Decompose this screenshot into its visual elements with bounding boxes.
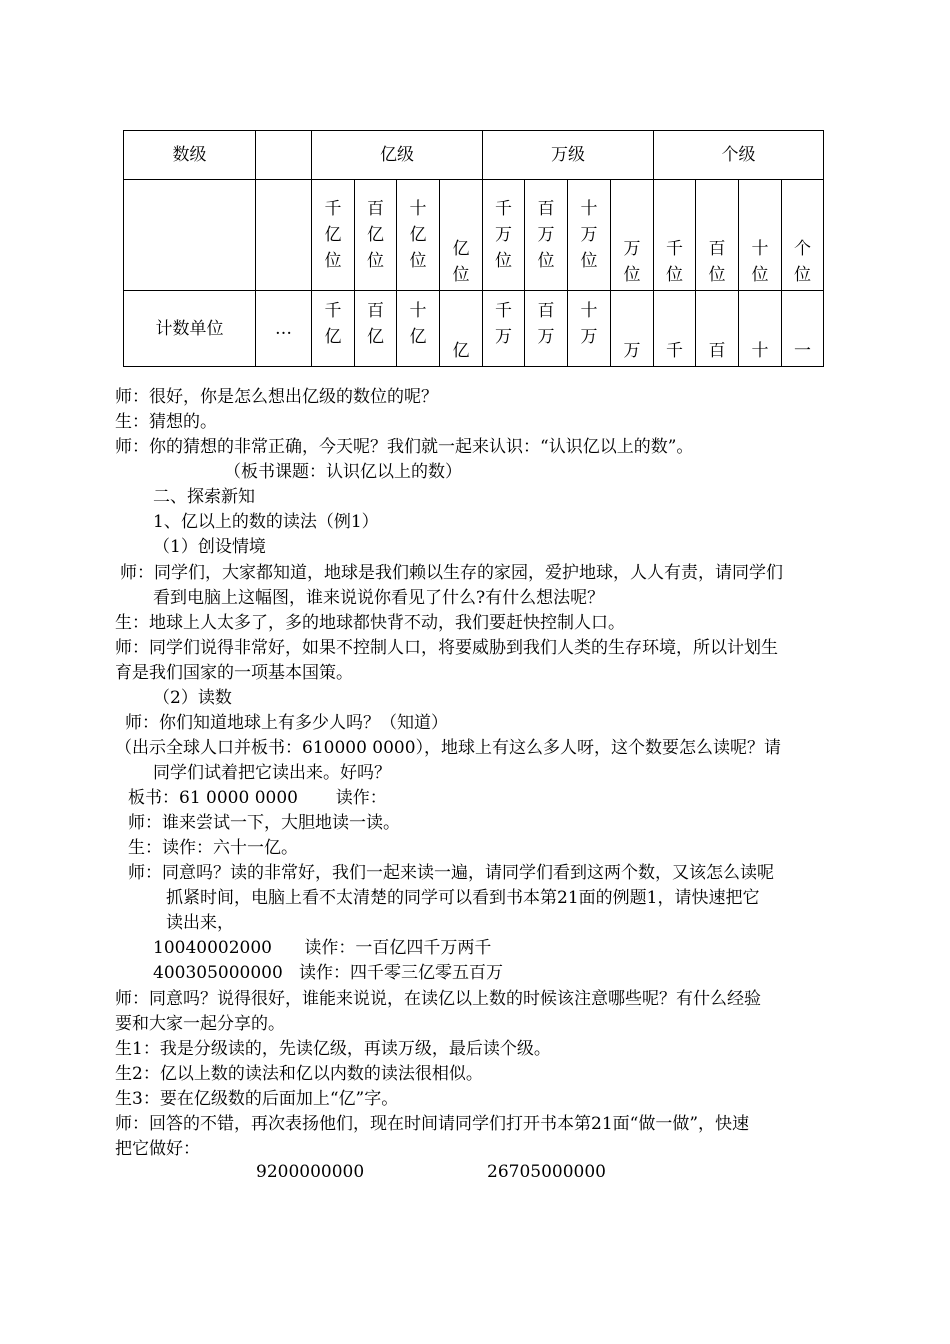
dialogue-line: 同学们试着把它读出来。好吗？	[153, 763, 391, 783]
dialogue-line: 育是我们国家的一项基本国策。	[115, 663, 353, 683]
header-yi-class: 亿级	[312, 131, 483, 180]
unit-cell: 千万	[483, 291, 525, 367]
dialogue-line: 师：同意吗？说得很好，谁能来说说，在读亿以上数的时候该注意哪些呢？有什么经验	[115, 989, 761, 1009]
subsection-heading: 1、亿以上的数的读法（例1）	[153, 512, 379, 532]
header-wan-class: 万级	[483, 131, 654, 180]
example-number-line: 400305000000 读作：四千零三亿零五百万	[153, 963, 504, 983]
unit-cell: 百	[696, 291, 739, 367]
dialogue-line: 生3：要在亿级数的后面加上“亿”字。	[115, 1089, 399, 1109]
dialogue-line: （出示全球人口并板书：610000 0000），地球上有这么多人呀，这个数要怎么读呢？请	[115, 738, 782, 758]
board-line: 板书：61 0000 0000 读作：	[128, 788, 387, 808]
position-cell: 万位	[611, 180, 654, 291]
unit-cell: 万	[611, 291, 654, 367]
dialogue-line: 生2：亿以上数的读法和亿以内数的读法很相似。	[115, 1064, 483, 1084]
board-title-line: （板书课题：认识亿以上的数）	[224, 462, 462, 482]
header-class-label: 数级	[124, 131, 256, 180]
example-number-line: 10040002000 读作：一百亿四千万两千	[153, 938, 492, 958]
header-blank	[256, 131, 312, 180]
position-cell: 百万位	[525, 180, 568, 291]
dialogue-line: 要和大家一起分享的。	[115, 1014, 285, 1034]
units-ellipsis: …	[256, 291, 312, 367]
subsection-heading: （2）读数	[153, 688, 232, 708]
position-cell: 百亿位	[355, 180, 397, 291]
unit-cell: 千亿	[312, 291, 355, 367]
dialogue-line: 把它做好：	[115, 1139, 200, 1159]
position-cell: 十亿位	[397, 180, 440, 291]
position-cell: 十万位	[568, 180, 611, 291]
position-cell: 亿位	[440, 180, 483, 291]
unit-cell: 百亿	[355, 291, 397, 367]
dialogue-line: 师：你的猜想的非常正确，今天呢？我们就一起来认识：“认识亿以上的数”。	[115, 437, 694, 457]
dialogue-line: 师：回答的不错，再次表扬他们，现在时间请同学们打开书本第21面“做一做”，快速	[115, 1114, 750, 1134]
dialogue-line: 生：猜想的。	[115, 412, 217, 432]
header-ge-class: 个级	[654, 131, 824, 180]
position-cell: 千亿位	[312, 180, 355, 291]
unit-cell: 十	[739, 291, 782, 367]
dialogue-line: 师：谁来尝试一下，大胆地读一读。	[128, 813, 400, 833]
positions-label-blank	[124, 180, 256, 291]
dialogue-line: 生：地球上人太多了，多的地球都快背不动，我们要赶快控制人口。	[115, 613, 625, 633]
positions-blank	[256, 180, 312, 291]
unit-cell: 一	[782, 291, 824, 367]
exercise-number: 9200000000	[256, 1162, 365, 1182]
unit-cell: 亿	[440, 291, 483, 367]
position-cell: 百位	[696, 180, 739, 291]
dialogue-line: 生：读作：六十一亿。	[128, 838, 298, 858]
dialogue-line: 生1：我是分级读的，先读亿级，再读万级，最后读个级。	[115, 1039, 551, 1059]
position-cell: 十位	[739, 180, 782, 291]
dialogue-line: 师：你们知道地球上有多少人吗？（知道）	[125, 713, 448, 733]
section-heading: 二、探索新知	[153, 487, 255, 507]
position-cell: 千位	[654, 180, 696, 291]
unit-cell: 百万	[525, 291, 568, 367]
dialogue-line: 师：同学们，大家都知道，地球是我们赖以生存的家园，爱护地球，人人有责，请同学们	[120, 563, 783, 583]
dialogue-line: 师：很好，你是怎么想出亿级的数位的呢？	[115, 387, 438, 407]
dialogue-line: 读出来，	[166, 913, 234, 933]
unit-cell: 十亿	[397, 291, 440, 367]
position-cell: 千万位	[483, 180, 525, 291]
position-cell: 个位	[782, 180, 824, 291]
place-value-table	[123, 130, 824, 367]
dialogue-line: 师：同意吗？读的非常好，我们一起来读一遍，请同学们看到这两个数，又该怎么读呢	[128, 863, 774, 883]
dialogue-line: 师：同学们说得非常好，如果不控制人口，将要威胁到我们人类的生存环境，所以计划生	[115, 638, 778, 658]
dialogue-line: 看到电脑上这幅图，谁来说说你看见了什么?有什么想法呢？	[153, 588, 605, 608]
subsection-heading: （1）创设情境	[153, 537, 266, 557]
unit-cell: 千	[654, 291, 696, 367]
units-label: 计数单位	[124, 291, 256, 367]
exercise-number: 26705000000	[487, 1162, 606, 1182]
dialogue-line: 抓紧时间，电脑上看不太清楚的同学可以看到书本第21面的例题1，请快速把它	[166, 888, 760, 908]
unit-cell: 十万	[568, 291, 611, 367]
